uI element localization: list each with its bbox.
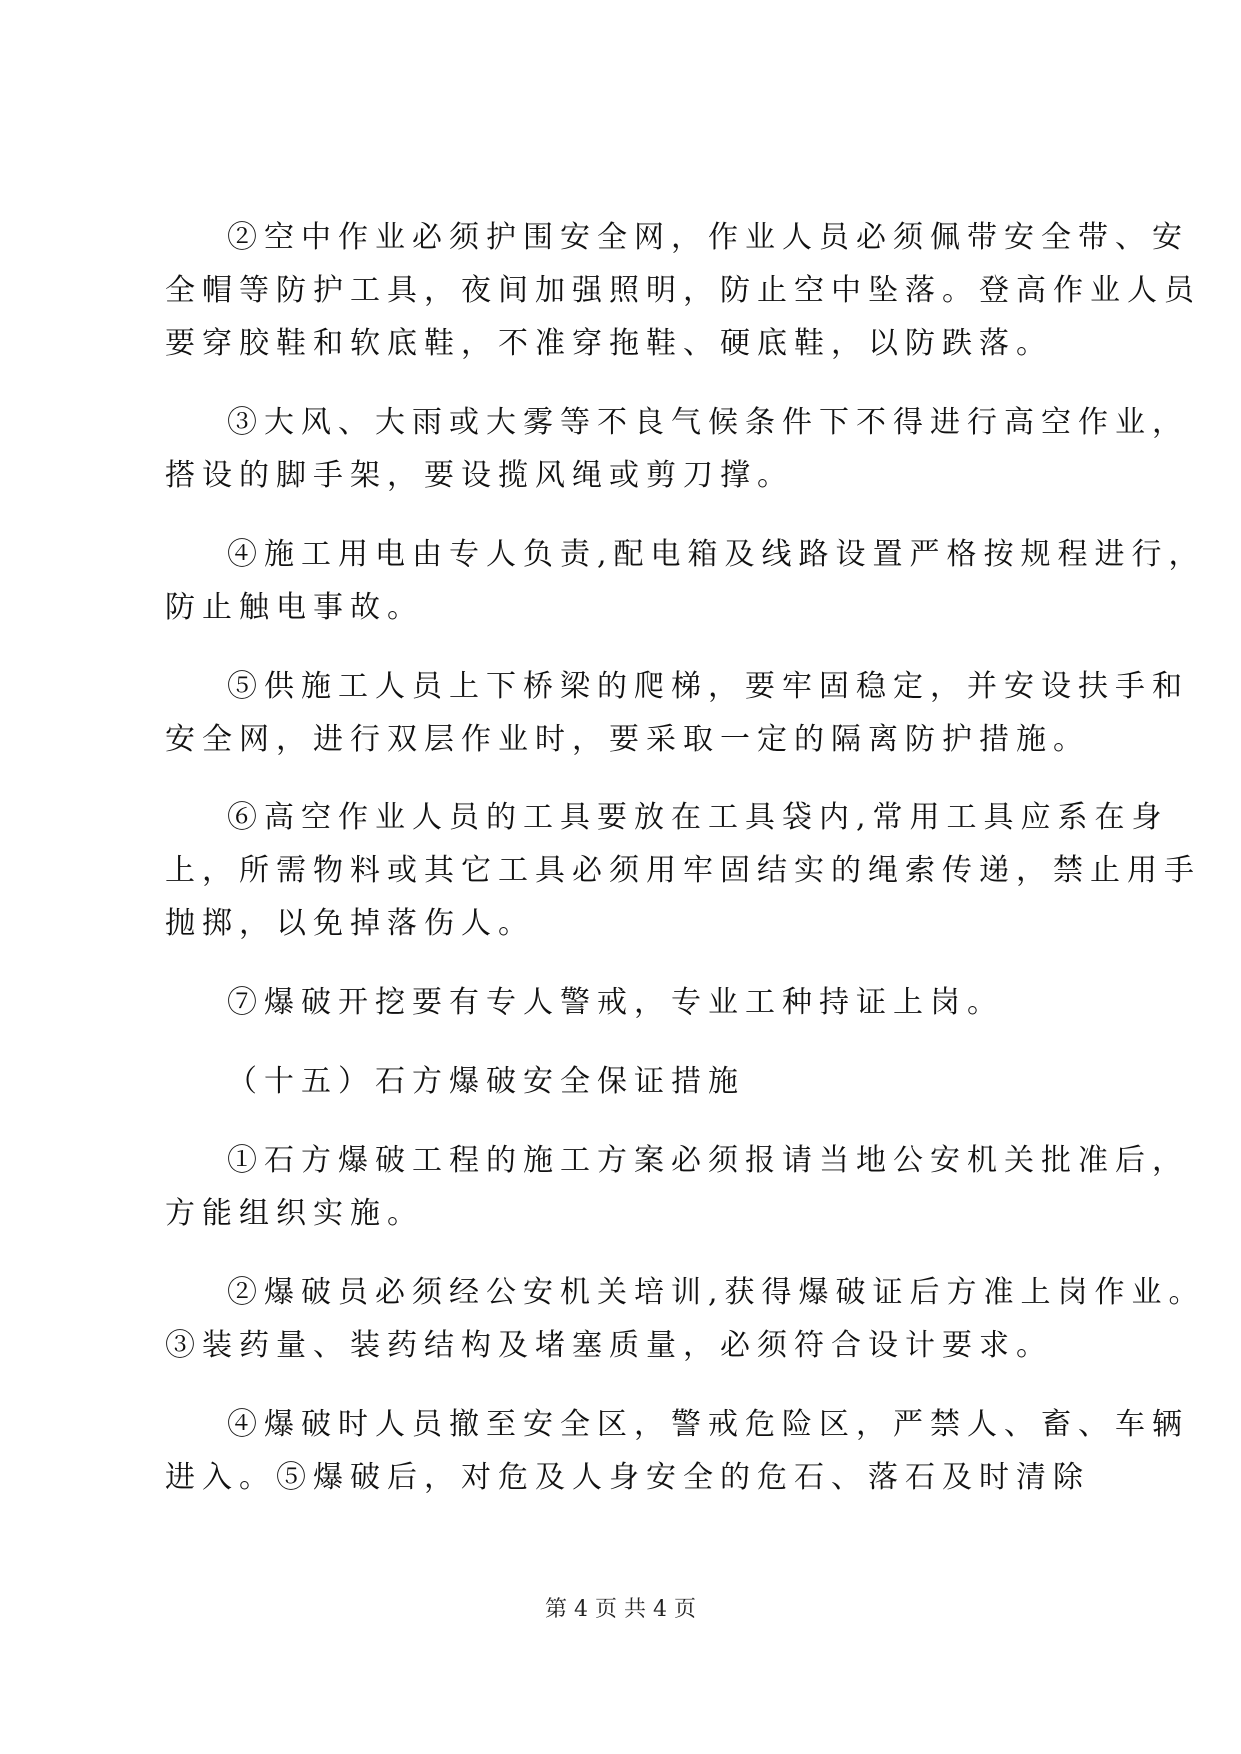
text-line: ⑦爆破开挖要有专人警戒，专业工种持证上岗。 xyxy=(227,985,1004,1020)
text-line: 防止触电事故。 xyxy=(165,590,424,625)
text-line: ②空中作业必须护围安全网，作业人员必须佩带安全带、安 xyxy=(227,220,1189,255)
text-line: 搭设的脚手架，要设揽风绳或剪刀撑。 xyxy=(165,458,794,493)
page-footer: 第 4 页 共 4 页 xyxy=(545,1597,696,1622)
text-line: 方能组织实施。 xyxy=(165,1196,424,1231)
text-line: ④施工用电由专人负责,配电箱及线路设置严格按规程进行， xyxy=(227,537,1206,572)
text-line: ③大风、大雨或大雾等不良气候条件下不得进行高空作业， xyxy=(227,405,1189,440)
section-heading: （十五）石方爆破安全保证措施 xyxy=(227,1064,745,1099)
text-line: ①石方爆破工程的施工方案必须报请当地公安机关批准后， xyxy=(227,1143,1189,1178)
text-line: ⑥高空作业人员的工具要放在工具袋内,常用工具应系在身 xyxy=(227,800,1169,835)
text-line: 上，所需物料或其它工具必须用牢固结实的绳索传递，禁止用手 xyxy=(165,853,1201,888)
text-line: ②爆破员必须经公安机关培训,获得爆破证后方准上岗作业。 xyxy=(227,1275,1206,1310)
text-line: ③装药量、装药结构及堵塞质量，必须符合设计要求。 xyxy=(165,1328,1053,1363)
text-line: 安全网，进行双层作业时，要采取一定的隔离防护措施。 xyxy=(165,722,1090,757)
text-line: ④爆破时人员撤至安全区，警戒危险区，严禁人、畜、车辆 xyxy=(227,1407,1189,1442)
text-line: ⑤供施工人员上下桥梁的爬梯，要牢固稳定，并安设扶手和 xyxy=(227,669,1189,704)
text-line: 进入。⑤爆破后，对危及人身安全的危石、落石及时清除 xyxy=(165,1460,1090,1495)
text-line: 全帽等防护工具，夜间加强照明，防止空中坠落。登高作业人员 xyxy=(165,273,1201,308)
text-line: 抛掷，以免掉落伤人。 xyxy=(165,906,535,941)
text-line: 要穿胶鞋和软底鞋，不准穿拖鞋、硬底鞋，以防跌落。 xyxy=(165,326,1053,361)
